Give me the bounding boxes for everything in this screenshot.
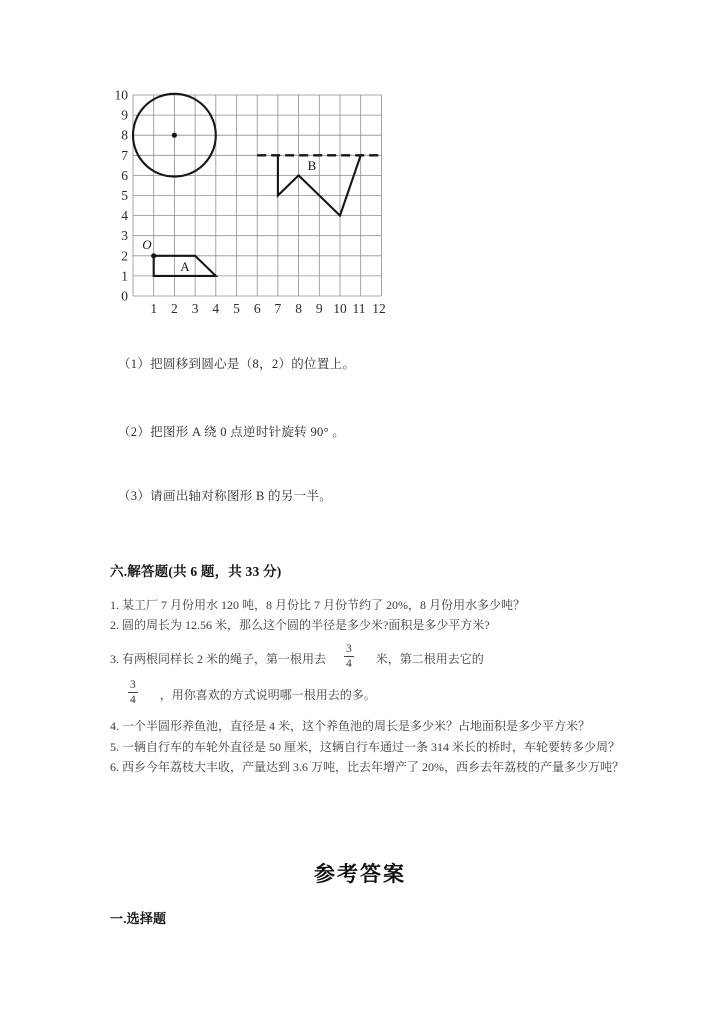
y-tick-6: 6 <box>121 167 128 183</box>
x-tick-5: 5 <box>233 301 240 316</box>
y-axis-ticks <box>115 88 129 304</box>
x-tick-9: 9 <box>315 301 323 316</box>
answers-title: 参考答案 <box>314 862 406 886</box>
fraction-numerator: 3 <box>130 679 136 691</box>
sub-question-1: （1）把圆移到圆心是（8，2）的位置上。 <box>118 357 356 371</box>
problem-3 <box>110 642 630 672</box>
problem-2: 2. 圆的周长为 12.56 米，那么这个圆的半径是多少米?面积是多少平方米? <box>110 618 490 633</box>
x-tick-6: 6 <box>253 301 261 316</box>
problem-3-fraction-2 <box>128 679 138 706</box>
y-tick-5: 5 <box>121 188 128 203</box>
figure-label-a: A <box>180 259 190 274</box>
y-tick-8: 8 <box>121 127 128 143</box>
problem-3-text-b: 米，第二根用去它的 <box>375 651 484 666</box>
x-tick-2: 2 <box>171 301 178 316</box>
problem-6: 6. 西乡今年荔枝大丰收，产量达到 3.6 万吨，比去年增产了 20%，西乡去年荔枝的产量多少万吨？ <box>110 760 624 774</box>
problem-5: 5. 一辆自行车的车轮外直径是 50 厘米，这辆自行车通过一条 314 米长的桥时，车轮要转多少周？ <box>110 739 621 754</box>
fraction-numerator: 3 <box>346 642 352 655</box>
y-tick-4: 4 <box>121 208 128 224</box>
coordinate-grid-figure <box>100 80 400 320</box>
problem-3-fraction-1 <box>344 643 354 670</box>
circle-center-dot <box>172 133 177 138</box>
grid-lines <box>133 95 381 296</box>
fraction-bar <box>344 656 354 657</box>
figure-label-b: B <box>307 158 317 173</box>
figure-label-origin: O <box>142 237 152 252</box>
y-tick-1: 1 <box>121 268 128 284</box>
sub-question-2: （2）把图形 A 绕 0 点逆时针旋转 90° 。 <box>118 425 346 439</box>
x-tick-11: 11 <box>352 301 366 316</box>
x-tick-4: 4 <box>212 301 220 316</box>
section-heading-six: 六.解答题(共 6 题，共 33 分) <box>110 564 282 579</box>
problem-4: 4. 一个半圆形养鱼池，直径是 4 米，这个养鱼池的周长是多少米？占地面积是多少平方米？ <box>110 719 591 734</box>
problem-3-continued <box>110 681 630 708</box>
fraction-bar <box>128 692 138 693</box>
y-tick-9: 9 <box>121 107 128 123</box>
y-tick-3: 3 <box>121 228 128 244</box>
grid-svg <box>100 80 400 320</box>
y-tick-7: 7 <box>121 147 128 163</box>
x-tick-8: 8 <box>295 301 302 316</box>
problem-3-text-a: 3. 有两根同样长 2 米的绳子，第一根用去 <box>110 651 327 666</box>
x-tick-1: 1 <box>150 301 158 316</box>
fraction-denominator: 4 <box>130 694 136 707</box>
x-axis-ticks <box>150 301 385 316</box>
sub-question-3: （3）请画出轴对称图形 B 的另一半。 <box>118 489 333 503</box>
x-tick-3: 3 <box>191 301 199 316</box>
problem-1: 1. 某工厂 7 月份用水 120 吨，8 月份比 7 月份节约了 20%，8 月份用水多少吨？ <box>110 598 525 612</box>
problem-3-text-c: ，用你喜欢的方式说明哪一根用去的多。 <box>159 687 376 702</box>
answers-subheading-one: 一.选择题 <box>110 911 167 926</box>
fraction-denominator: 4 <box>346 657 352 670</box>
origin-point-dot <box>151 253 156 258</box>
x-tick-7: 7 <box>274 301 282 316</box>
problem-list <box>110 596 630 778</box>
x-tick-10: 10 <box>333 301 347 316</box>
x-tick-12: 12 <box>372 301 386 316</box>
y-tick-2: 2 <box>121 248 128 264</box>
y-tick-10: 10 <box>114 87 128 103</box>
y-tick-0: 0 <box>121 288 128 304</box>
